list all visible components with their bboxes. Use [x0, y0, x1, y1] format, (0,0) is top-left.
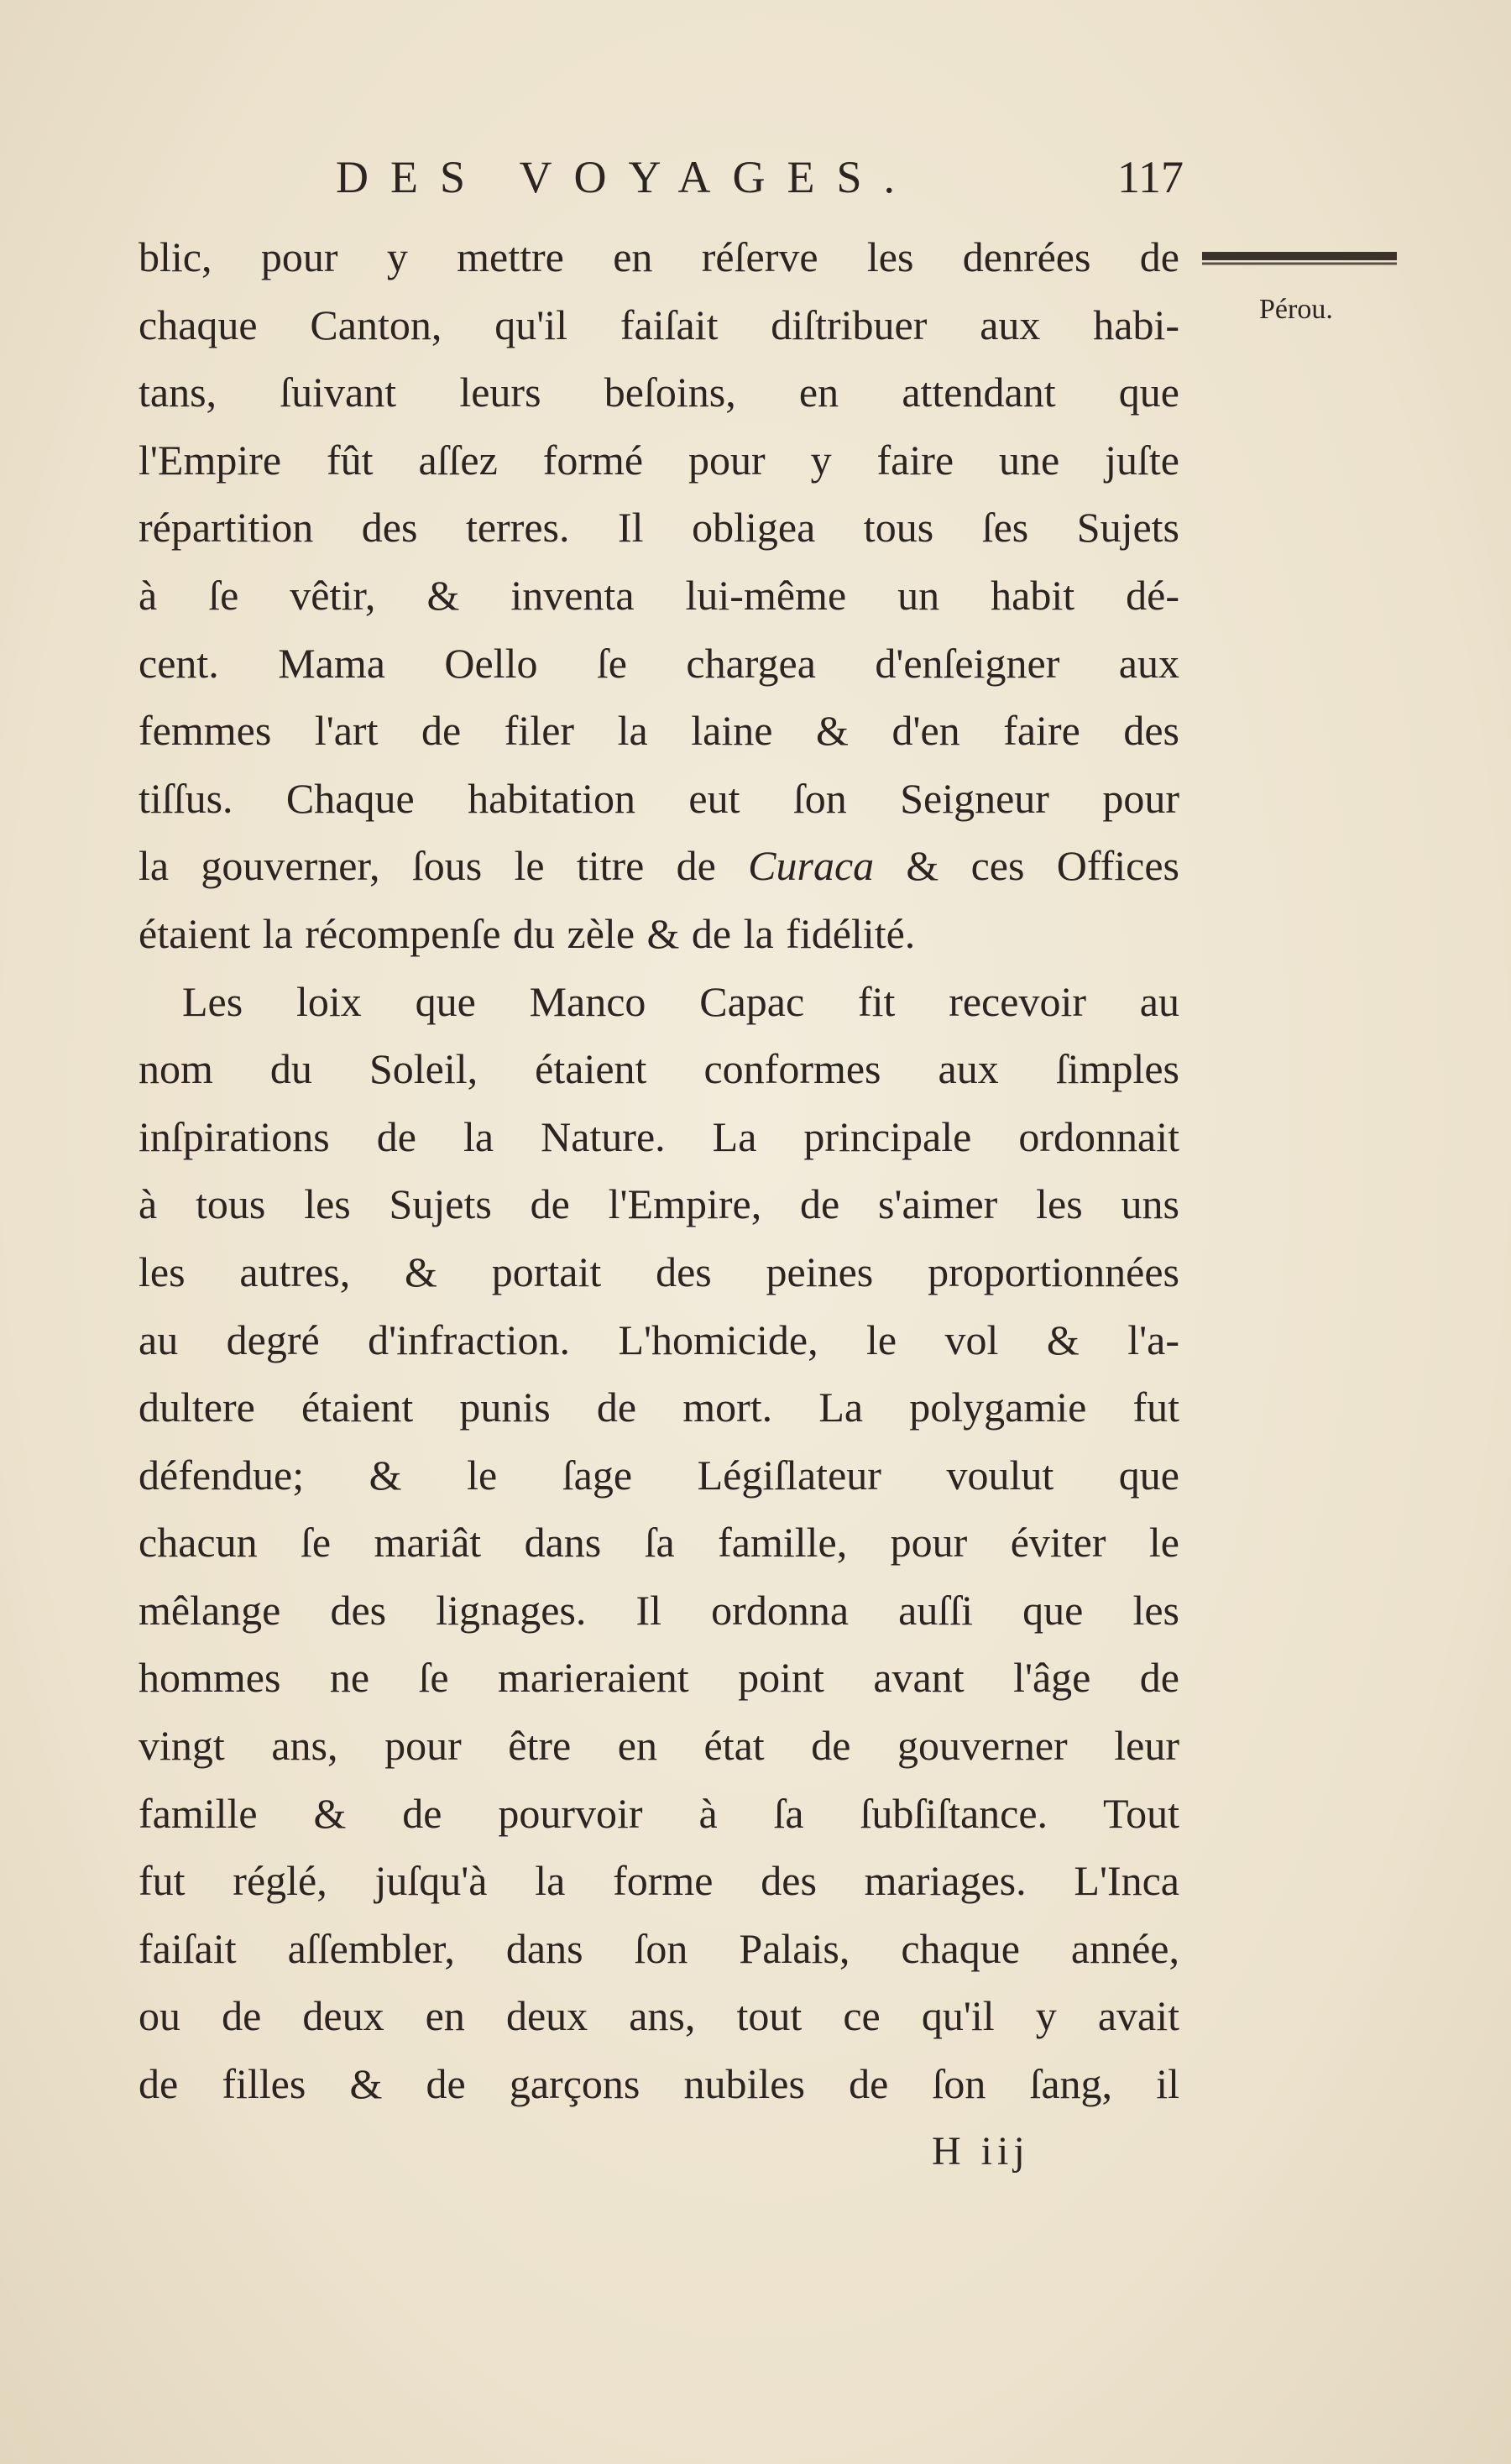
text-line: de filles & de garçons nubiles de ſon ſang, il: [139, 2060, 1179, 2108]
page-header: [336, 151, 1184, 210]
page-number: 117: [1117, 152, 1184, 202]
text-line: blic, pour y mettre en réſerve les denrées de: [139, 233, 1179, 280]
text-line: mêlange des lignages. Il ordonna auſſi que les: [139, 1586, 1179, 1634]
text-line: nom du Soleil, étaient conformes aux ſimples: [139, 1045, 1179, 1093]
text-line: tans, ſuivant leurs beſoins, en attendant que: [139, 369, 1179, 416]
text-line: ou de deux en deux ans, tout ce qu'il y avait: [139, 1992, 1179, 2040]
margin-rule: [1202, 252, 1397, 267]
italic-term: Curaca: [748, 842, 875, 890]
running-title: DES VOYAGES.: [336, 152, 918, 202]
text-line: à tous les Sujets de l'Empire, de s'aimer les uns: [139, 1180, 1179, 1228]
text-line: à ſe vêtir, & inventa lui-même un habit dé-: [139, 571, 1179, 619]
text-segment: & ces Offices: [874, 842, 1179, 890]
text-line: étaient la récompenſe du zèle & de la fidélité.: [139, 909, 916, 957]
text-line: vingt ans, pour être en état de gouverner leur: [139, 1722, 1179, 1770]
text-line: inſpirations de la Nature. La principale ordonnait: [139, 1112, 1179, 1160]
body-text: [139, 223, 1179, 2118]
text-line: défendue; & le ſage Légiſlateur voulut que: [139, 1451, 1179, 1499]
text-line: famille & de pourvoir à ſa ſubſiſtance. Tout: [139, 1789, 1179, 1837]
text-line: chacun ſe mariât dans ſa famille, pour éviter le: [139, 1519, 1179, 1567]
text-line: cent. Mama Oello ſe chargea d'enſeigner aux: [139, 639, 1179, 687]
text-line: fut réglé, juſqu'à la forme des mariages. L'Inca: [139, 1857, 1179, 1905]
text-line: Les loix que Manco Capac fit recevoir au: [182, 977, 1179, 1025]
text-line: les autres, & portait des peines proportionnées: [139, 1248, 1179, 1295]
text-line: femmes l'art de filer la laine & d'en faire des: [139, 707, 1179, 755]
text-line: hommes ne ſe marieraient point avant l'âge de: [139, 1654, 1179, 1702]
text-line: répartition des terres. Il obligea tous ſes Sujets: [139, 504, 1179, 552]
text-line: au degré d'infraction. L'homicide, le vol & l'a-: [139, 1316, 1179, 1363]
text-segment: la gouverner, ſous le titre de: [139, 842, 749, 890]
signature-mark: H iij: [932, 2129, 1030, 2174]
text-line: [139, 832, 1179, 900]
text-line: faiſait aſſembler, dans ſon Palais, chaque année,: [139, 1924, 1179, 1972]
text-line: chaque Canton, qu'il faiſait diſtribuer aux habi-: [139, 301, 1179, 348]
margin-note: Pérou.: [1259, 294, 1333, 325]
text-line: dultere étaient punis de mort. La polygamie fut: [139, 1384, 1179, 1431]
text-line: tiſſus. Chaque habitation eut ſon Seigneur pour: [139, 774, 1179, 822]
text-line: l'Empire fût aſſez formé pour y faire une juſte: [139, 436, 1179, 484]
